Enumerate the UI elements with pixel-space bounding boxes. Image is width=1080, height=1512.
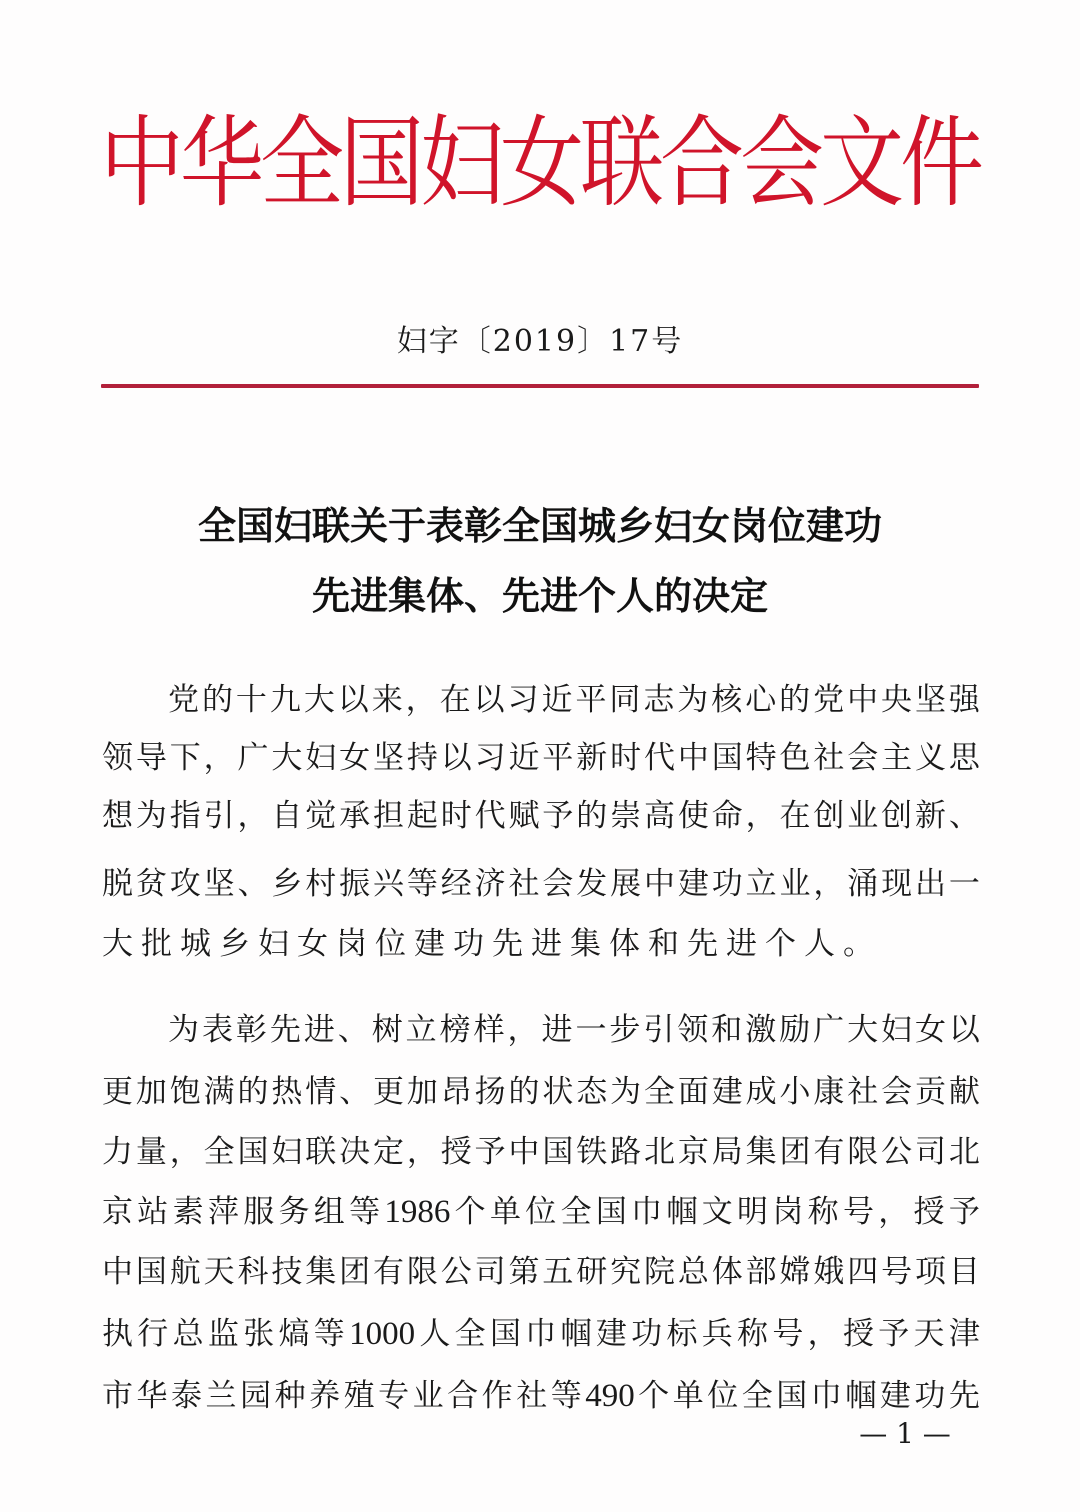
- paragraph-2-line-4: 京 站 素 萍 服 务 组 等 1986 个 单 位 全 国 巾 帼 文 明 岗 称 号 ， 授 予: [102, 1194, 980, 1230]
- masthead-char: 国: [340, 105, 425, 221]
- masthead-char: 女: [500, 105, 585, 221]
- paragraph-1-line-3: 想 为 指 引 ， 自 觉 承 担 起 时 代 赋 予 的 崇 高 使 命 ， 在 创 业 创 新 、: [102, 798, 980, 834]
- paragraph-1-line-5: 大批城乡妇女岗位建功先进集体和先进个人。: [102, 926, 882, 962]
- masthead-char: 文: [820, 105, 905, 221]
- masthead-char: 全: [260, 105, 345, 221]
- paragraph-1-line-2: 领 导 下 ， 广 大 妇 女 坚 持 以 习 近 平 新 时 代 中 国 特 色 社 会 主 义 思: [102, 740, 980, 776]
- paragraph-2-line-6: 执 行 总 监 张 熇 等 1000 人 全 国 巾 帼 建 功 标 兵 称 号 ， 授 予 天 津: [102, 1316, 980, 1352]
- red-divider-rule: [101, 384, 979, 388]
- masthead-char: 联: [580, 105, 665, 221]
- masthead-char: 件: [900, 105, 985, 221]
- masthead-char: 中: [100, 105, 185, 221]
- paragraph-2-line-5: 中 国 航 天 科 技 集 团 有 限 公 司 第 五 研 究 院 总 体 部 嫦 娥 四 号 项 目: [102, 1254, 980, 1290]
- paragraph-2-line-3: 力 量 ， 全 国 妇 联 决 定 ， 授 予 中 国 铁 路 北 京 局 集 团 有 限 公 司 北: [102, 1134, 980, 1170]
- paragraph-2-line-7: 市 华 泰 兰 园 种 养 殖 专 业 合 作 社 等 490 个 单 位 全 国 巾 帼 建 功 先: [102, 1378, 980, 1414]
- document-number: 妇字〔2019〕17号: [396, 324, 684, 359]
- masthead-char: 合: [660, 105, 745, 221]
- paragraph-1-line-1: 党 的 十 九 大 以 来 ， 在 以 习 近 平 同 志 为 核 心 的 党 中 央 坚 强: [168, 682, 980, 718]
- paragraph-2-line-1: 为 表 彰 先 进 、 树 立 榜 样 ， 进 一 步 引 领 和 激 励 广 大 妇 女 以: [168, 1012, 980, 1048]
- masthead-header: [100, 98, 985, 228]
- masthead-char: 妇: [420, 105, 505, 221]
- document-title-line-2: 先进集体、先进个人的决定: [311, 573, 768, 618]
- document-title-line-1: 全国妇联关于表彰全国城乡妇女岗位建功: [197, 503, 882, 548]
- paragraph-1-line-4: 脱 贫 攻 坚 、 乡 村 振 兴 等 经 济 社 会 发 展 中 建 功 立 业 ， 涌 现 出 一: [102, 866, 980, 902]
- paragraph-2-line-2: 更 加 饱 满 的 热 情 、 更 加 昂 扬 的 状 态 为 全 面 建 成 小 康 社 会 贡 献: [102, 1074, 980, 1110]
- page-number: — 1 —: [859, 1417, 951, 1450]
- masthead-char: 会: [740, 105, 825, 221]
- masthead-char: 华: [180, 105, 265, 221]
